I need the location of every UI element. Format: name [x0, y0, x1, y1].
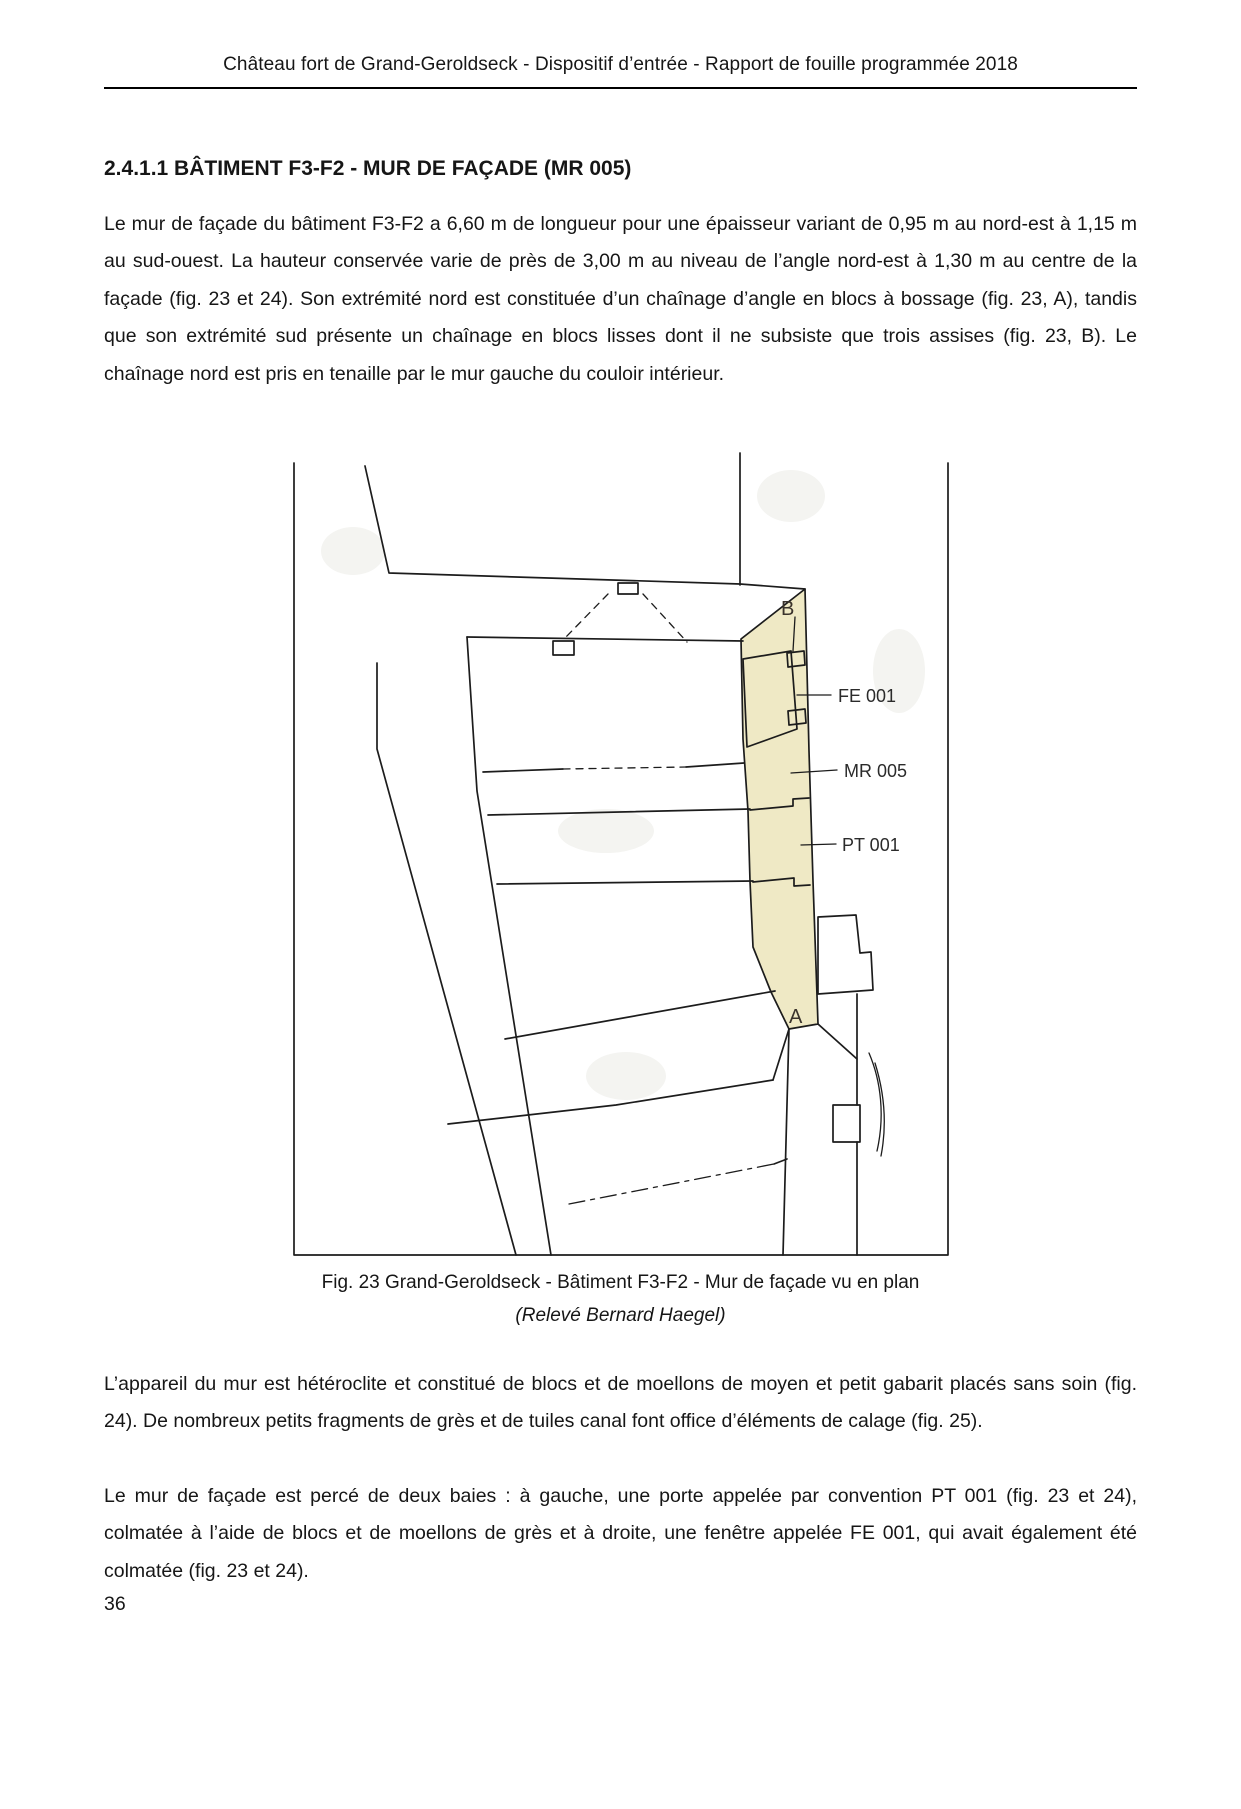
report-page: [0, 54, 1241, 1616]
figure-caption: [104, 1266, 1137, 1332]
paragraph-2: L’appareil du mur est hétéroclite et constitué de blocs et de moellons de moyen et petit gabarit placés sans soin (fig. 24). De nombreux petits fragments de grès et de tuiles canal font office d’éléments de calage (fig. 25).: [104, 1373, 1137, 1433]
label-pt-001: PT 001: [841, 835, 900, 856]
figure-23-plan: [291, 411, 951, 1257]
building-left-wall: [467, 637, 551, 1255]
paragraph-3: Le mur de façade est percé de deux baies : à gauche, une porte appelée par convention PT 001 (fig. 23 et 24), colmatée à l’aide de blocs et de moellons de grès et à droite, une fenêtre appelée FE 001, qui avait également été colmatée (fig. 23 et 24).: [104, 1484, 1137, 1582]
facade-tip-link: [818, 1024, 857, 1059]
figure-caption-line1: Fig. 23 Grand-Geroldseck - Bâtiment F3-F2 - Mur de façade vu en plan: [321, 1272, 920, 1294]
scan-smudge: [558, 809, 654, 853]
rubble-contour: [869, 1053, 884, 1156]
annex-polygon: [818, 915, 873, 994]
south-wall-upper: [505, 991, 775, 1039]
corridor-west-wall: [783, 1029, 789, 1255]
rampart-wall: [377, 663, 516, 1255]
section-heading: 2.4.1.1 BÂTIMENT F3-F2 - MUR DE FAÇADE (MR 005): [104, 157, 632, 180]
header-rule: [104, 87, 1137, 89]
scan-smudge: [757, 470, 825, 522]
page-number: 36: [104, 1593, 126, 1616]
building-notch: [553, 641, 574, 655]
label-mr-005: MR 005: [843, 761, 907, 782]
label-fe-001: FE 001: [837, 686, 896, 707]
label-point-b: B: [780, 598, 794, 621]
paragraph-1: Le mur de façade du bâtiment F3-F2 a 6,60 m de longueur pour une épaisseur variant de 0,95 m au nord-est à 1,15 m au sud-ouest. La hauteur conservée varie de près de 3,00 m au niveau de l’angle nord-est à 1,30 m au centre de la façade (fig. 23 et 24). Son extrémité nord est constituée d’un chaînage d’angle en blocs à bossage (fig. 23, A), tandis que son extrémité sud présente un chaînage en blocs lisses dont il ne subsiste que trois assises (fig. 23, B). Le chaînage nord est pris en tenaille par le mur gauche du couloir intérieur.: [104, 213, 1137, 385]
wall-notch: [618, 583, 638, 594]
north-wall: [365, 466, 805, 589]
scan-smudge: [586, 1052, 666, 1100]
dashed-projection: [564, 594, 687, 642]
running-header: Château fort de Grand-Geroldseck - Dispositif d’entrée - Rapport de fouille programmée 2018: [223, 54, 1018, 75]
axis-dashdot: [569, 1164, 774, 1204]
corridor-door: [833, 1105, 860, 1142]
divider-wall-dashed: [563, 767, 686, 769]
figure-caption-line2: (Relevé Bernard Haegel): [515, 1305, 726, 1327]
cross-wall-lower: [497, 881, 753, 884]
divider-wall-solid: [483, 763, 744, 772]
scan-smudge: [321, 527, 385, 575]
plan-drawing: [291, 411, 951, 1257]
label-point-a: A: [788, 1006, 802, 1029]
figure-frame: [294, 463, 948, 1255]
building-top-wall: [467, 637, 743, 641]
south-wall-link: [773, 1029, 789, 1080]
